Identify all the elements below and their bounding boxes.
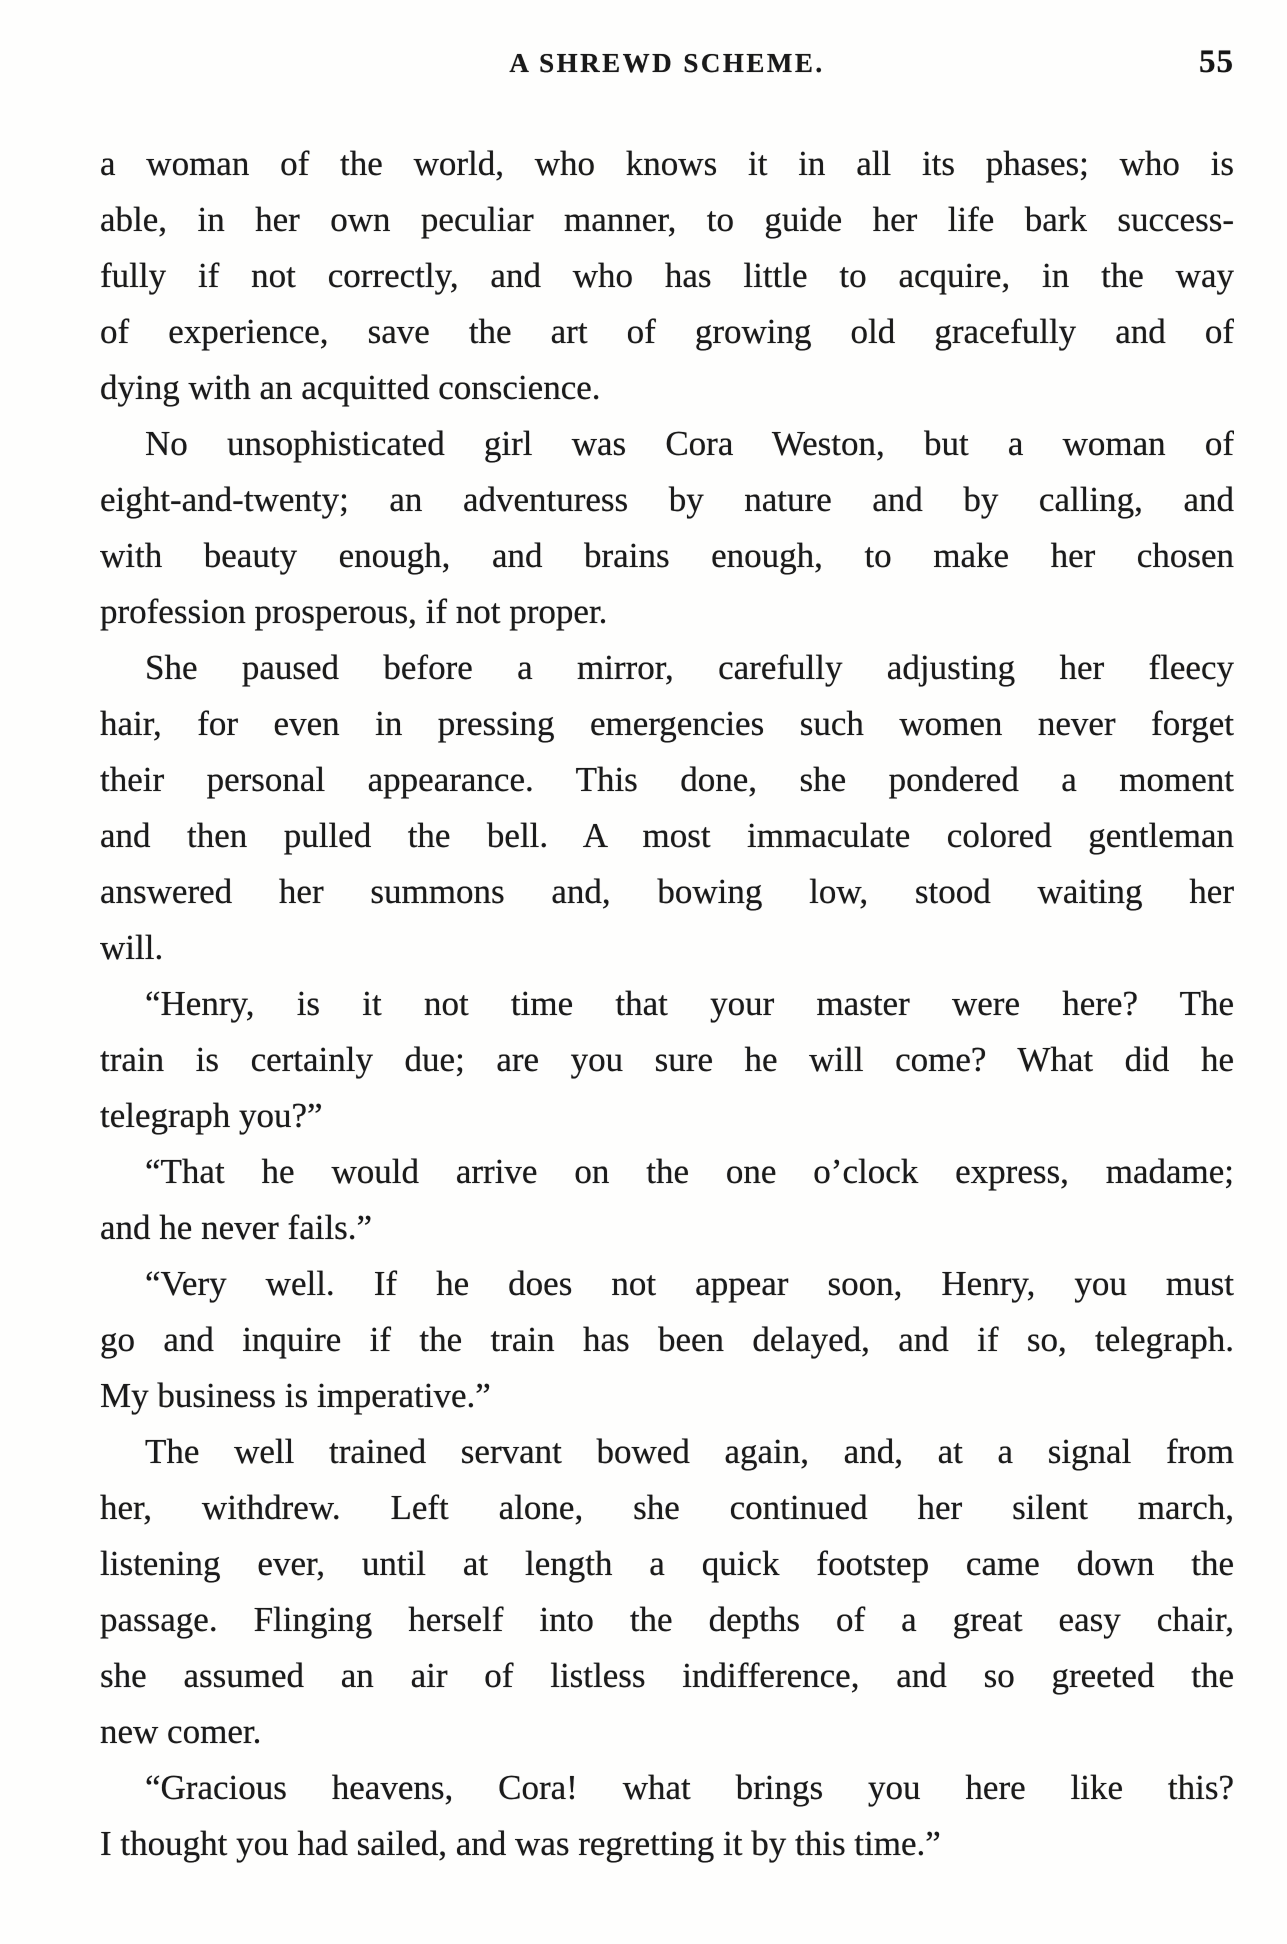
text-line: listening ever, until at length a quick footstep came down the — [100, 1544, 1234, 1583]
page-number: 55 — [1199, 44, 1234, 80]
text-line: fully if not correctly, and who has little to acquire, in the way — [100, 256, 1234, 295]
paragraph — [100, 416, 1234, 640]
text-line: “That he would arrive on the one o’clock express, madame; — [145, 1152, 1234, 1191]
paragraph — [100, 640, 1234, 976]
text-line: answered her summons and, bowing low, stood waiting her — [100, 872, 1234, 911]
text-line: she assumed an air of listless indifference, and so greeted the — [100, 1656, 1234, 1695]
text-line: passage. Flinging herself into the depths of a great easy chair, — [100, 1600, 1234, 1639]
text-line: telegraph you?” — [100, 1096, 323, 1135]
text-line: with beauty enough, and brains enough, to make her chosen — [100, 536, 1234, 575]
text-line: her, withdrew. Left alone, she continued her silent march, — [100, 1488, 1234, 1527]
text-line: new comer. — [100, 1712, 262, 1751]
text-line: The well trained servant bowed again, and, at a signal from — [145, 1432, 1234, 1471]
page-body — [100, 136, 1234, 1872]
text-line: train is certainly due; are you sure he will come? What did he — [100, 1040, 1234, 1079]
text-line: “Henry, is it not time that your master were here? The — [145, 984, 1234, 1023]
text-line: and then pulled the bell. A most immaculate colored gentleman — [100, 816, 1234, 855]
paragraph — [100, 136, 1234, 416]
paragraph — [100, 1424, 1234, 1760]
text-line: a woman of the world, who knows it in all its phases; who is — [100, 144, 1234, 183]
running-title: A SHREWD SCHEME. — [509, 48, 825, 78]
text-line: their personal appearance. This done, she pondered a moment — [100, 760, 1234, 799]
text-line: of experience, save the art of growing old gracefully and of — [100, 312, 1234, 351]
paragraph — [100, 1144, 1234, 1256]
text-line: will. — [100, 928, 164, 967]
text-line: “Very well. If he does not appear soon, Henry, you must — [145, 1264, 1234, 1303]
text-line: “Gracious heavens, Cora! what brings you here like this? — [145, 1768, 1234, 1807]
text-line: My business is imperative.” — [100, 1376, 491, 1415]
page-header — [100, 44, 1234, 80]
text-line: No unsophisticated girl was Cora Weston, but a woman of — [145, 424, 1234, 463]
text-line: hair, for even in pressing emergencies such women never forget — [100, 704, 1234, 743]
text-line: profession prosperous, if not proper. — [100, 592, 608, 631]
text-line: eight-and-twenty; an adventuress by nature and by calling, and — [100, 480, 1234, 519]
text-line: I thought you had sailed, and was regretting it by this time.” — [100, 1824, 941, 1863]
paragraph — [100, 1760, 1234, 1872]
text-line: able, in her own peculiar manner, to guide her life bark success- — [100, 200, 1234, 239]
paragraph — [100, 1256, 1234, 1424]
text-line: go and inquire if the train has been delayed, and if so, telegraph. — [100, 1320, 1234, 1359]
text-line: She paused before a mirror, carefully adjusting her fleecy — [145, 648, 1234, 687]
text-line: dying with an acquitted conscience. — [100, 368, 601, 407]
text-line: and he never fails.” — [100, 1208, 373, 1247]
paragraph — [100, 976, 1234, 1144]
